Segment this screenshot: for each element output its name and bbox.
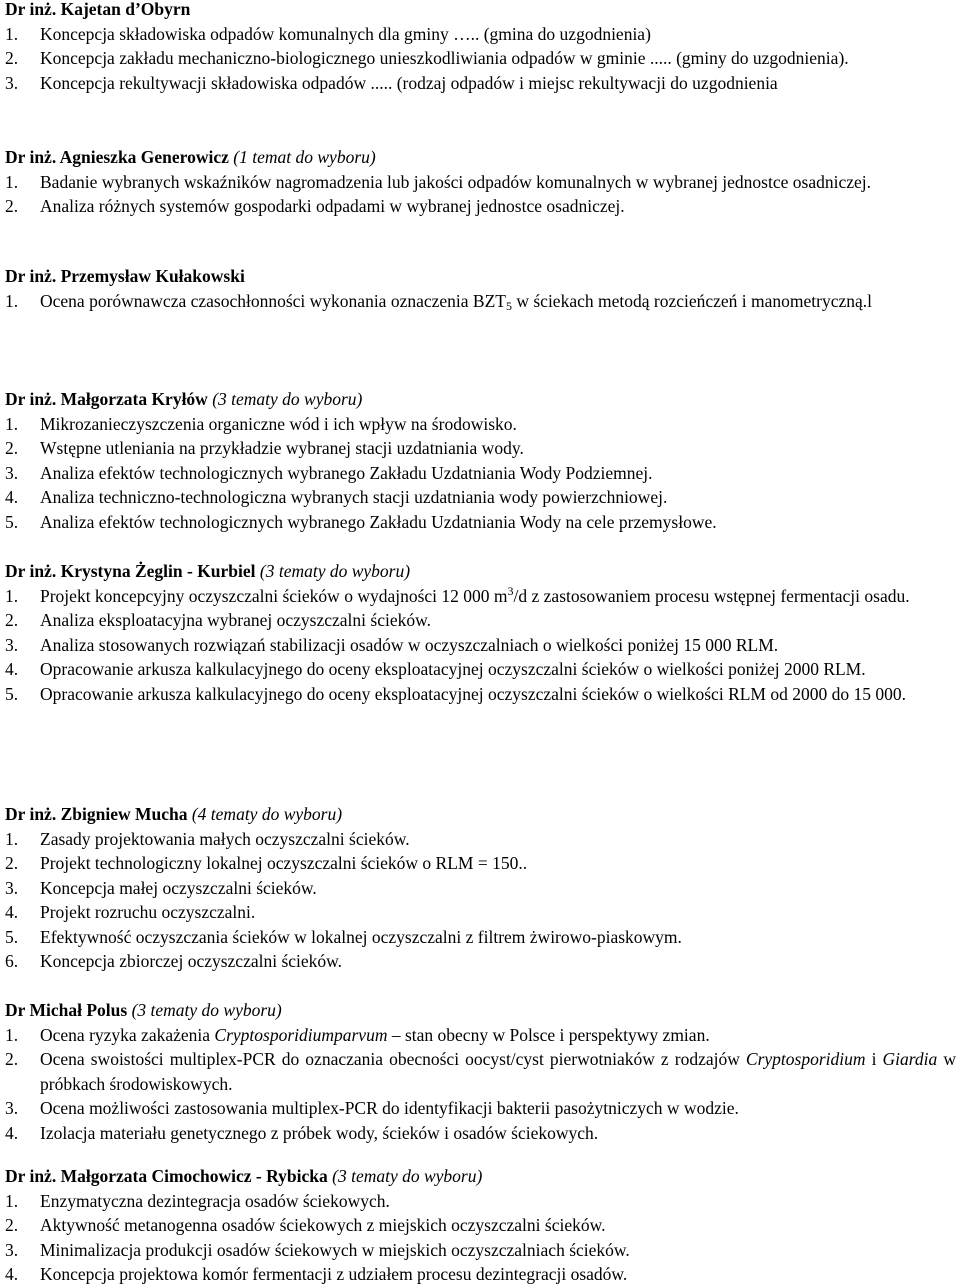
topic-number: 3.	[5, 462, 19, 483]
topic-number: 1.	[5, 1190, 19, 1211]
topic-text: Izolacja materiału genetycznego z próbek wody, ścieków i osadów ściekowych.	[40, 1122, 599, 1143]
topic-text-part: Ocena swoistości multiplex-PCR do oznaczania obecności oocyst/cyst pierwotniaków z rodzajów	[40, 1049, 746, 1069]
topic-item	[5, 1121, 956, 1146]
topic-number: 3.	[5, 1098, 19, 1118]
topic-item	[5, 1047, 956, 1096]
topic-item	[5, 925, 956, 950]
topic-count-note: (3 tematy do wyboru)	[131, 1000, 282, 1020]
topic-item	[5, 682, 956, 707]
genus-name: Cryptosporidium	[745, 1049, 866, 1069]
genus-name: Giardia	[882, 1049, 938, 1069]
section-heading	[5, 0, 956, 22]
section-heading	[5, 559, 956, 584]
topic-text-part: /d z zastosowaniem procesu wstępnej fermentacji osadu.	[513, 585, 910, 606]
topic-item	[5, 900, 956, 925]
topic-text: Koncepcja składowiska odpadów komunalnych dla gminy ….. (gmina do uzgodnienia)	[40, 23, 651, 44]
topic-item	[5, 876, 956, 901]
topic-item	[5, 949, 956, 974]
topic-item	[5, 608, 956, 633]
section-heading	[5, 802, 956, 827]
topic-text: Analiza efektów technologicznych wybranego Zakładu Uzdatniania Wody na cele przemysłowe.	[40, 511, 717, 532]
topic-count-note: (3 tematy do wyboru)	[259, 561, 411, 581]
topic-number: 1.	[5, 585, 19, 606]
section-dobyrn	[5, 0, 956, 95]
topic-number: 2.	[5, 853, 19, 873]
supervisor-name: Dr inż. Małgorzata Cimochowicz - Rybicka	[5, 1166, 328, 1186]
topic-number: 2.	[5, 48, 19, 68]
topic-item	[5, 657, 956, 682]
topic-item	[5, 170, 956, 195]
supervisor-name: Dr inż. Kajetan d’Obyrn	[5, 0, 191, 19]
topic-text: Zasady projektowania małych oczyszczalni ścieków.	[40, 828, 410, 849]
topic-text: Projekt rozruchu oczyszczalni.	[40, 902, 256, 922]
topic-number: 6.	[5, 951, 19, 971]
superscript: 3	[507, 583, 514, 598]
topic-item	[5, 289, 956, 314]
topic-item	[5, 194, 956, 219]
topic-text	[40, 289, 956, 314]
topic-text	[40, 1023, 956, 1048]
section-kulakowski	[5, 264, 956, 313]
topic-text: Koncepcja zakładu mechaniczno-biologicznego unieszkodliwiania odpadów w gminie ..... (gminy do uzgodnienia).	[40, 48, 849, 68]
topic-text: Koncepcja rekultywacji składowiska odpadów ..... (rodzaj odpadów i miejsc rekultywacji do uzgodnienia	[40, 72, 778, 93]
topic-item	[5, 510, 956, 535]
topic-number: 5.	[5, 683, 19, 704]
topic-text: Mikrozanieczyszczenia organiczne wód i ich wpływ na środowisko.	[40, 413, 517, 434]
topic-number: 1.	[5, 290, 19, 311]
topic-text: Opracowanie arkusza kalkulacyjnego do oceny eksploatacyjnej oczyszczalni ścieków o wielkości RLM od 2000 do 15 000.	[40, 683, 906, 704]
section-heading	[5, 1164, 956, 1189]
topic-text: Koncepcja zbiorczej oczyszczalni ścieków.	[40, 951, 343, 971]
supervisor-name: Dr inż. Agnieszka Generowicz	[5, 147, 229, 167]
topic-number: 3.	[5, 72, 19, 93]
topic-text: Analiza stosowanych rozwiązań stabilizacji osadów w oczyszczalniach o wielkości poniżej 15 000 RLM.	[40, 634, 779, 655]
topic-text: Enzymatyczna dezintegracja osadów ściekowych.	[40, 1190, 390, 1211]
topic-number: 1.	[5, 1024, 19, 1045]
section-heading	[5, 264, 956, 289]
topic-number: 4.	[5, 1264, 19, 1284]
topic-text-part: Ocena porównawcza czasochłonności wykonania oznaczenia BZT	[40, 290, 506, 311]
section-generowicz	[5, 145, 956, 219]
topic-text: Ocena możliwości zastosowania multiplex-PCR do identyfikacji bakterii pasożytniczych w wodzie.	[40, 1098, 739, 1118]
supervisor-name: Dr Michał Polus	[5, 1000, 128, 1020]
topic-item	[5, 436, 956, 461]
topic-item	[5, 22, 956, 47]
topic-number: 1.	[5, 23, 19, 44]
topic-number: 4.	[5, 487, 19, 507]
topic-item	[5, 633, 956, 658]
topic-count-note: (1 temat do wyboru)	[233, 147, 376, 167]
topic-text: Projekt technologiczny lokalnej oczyszczalni ścieków o RLM = 150..	[40, 853, 528, 873]
topic-item	[5, 827, 956, 852]
topic-item	[5, 1023, 956, 1048]
topic-number: 1.	[5, 828, 19, 849]
topic-item	[5, 71, 956, 96]
topic-item	[5, 851, 956, 876]
topic-text: Efektywność oczyszczania ścieków w lokalnej oczyszczalni z filtrem żwirowo-piaskowym.	[40, 926, 682, 947]
topic-item	[5, 485, 956, 510]
section-heading	[5, 387, 956, 412]
topic-item	[5, 584, 956, 609]
topic-text	[40, 1047, 956, 1096]
topic-item	[5, 46, 956, 71]
topic-number: 2.	[5, 610, 19, 630]
topic-item	[5, 461, 956, 486]
topic-text-part: w ściekach metodą rozcieńczeń i manometryczną.l	[511, 290, 873, 311]
section-krylow	[5, 387, 956, 534]
topic-number: 5.	[5, 511, 19, 532]
topic-text: Koncepcja projektowa komór fermentacji z udziałem procesu dezintegracji osadów.	[40, 1264, 628, 1284]
topic-number: 5.	[5, 926, 19, 947]
supervisor-name: Dr inż. Małgorzata Kryłów	[5, 389, 208, 409]
topic-text: Minimalizacja produkcji osadów ściekowych w miejskich oczyszczalniach ścieków.	[40, 1239, 630, 1260]
topic-number: 4.	[5, 1122, 19, 1143]
topic-text-part: Ocena ryzyka zakażenia	[40, 1024, 215, 1045]
topic-text: Analiza różnych systemów gospodarki odpadami w wybranej jednostce osadniczej.	[40, 196, 625, 216]
topic-text	[40, 584, 956, 609]
section-heading	[5, 145, 956, 170]
topic-text: Badanie wybranych wskaźników nagromadzenia lub jakości odpadów komunalnych w wybranej jednostce osadniczej.	[40, 171, 871, 192]
section-cimochowicz-rybicka	[5, 1164, 956, 1287]
topic-text: Aktywność metanogenna osadów ściekowych z miejskich oczyszczalni ścieków.	[40, 1215, 606, 1235]
topic-number: 2.	[5, 1215, 19, 1235]
supervisor-name: Dr inż. Przemysław Kułakowski	[5, 266, 245, 286]
section-mucha	[5, 802, 956, 974]
subscript: 5	[505, 298, 512, 313]
topic-number: 4.	[5, 659, 19, 679]
topic-item	[5, 1096, 956, 1121]
topic-text-part: Projekt koncepcyjny oczyszczalni ścieków o wydajności 12 000 m	[40, 585, 508, 606]
topic-item	[5, 1262, 956, 1287]
section-heading	[5, 998, 956, 1023]
section-polus	[5, 998, 956, 1145]
topic-number: 1.	[5, 171, 19, 192]
topic-item	[5, 1189, 956, 1214]
topic-number: 3.	[5, 1239, 19, 1260]
section-zeglin-kurbiel	[5, 559, 956, 706]
topic-item	[5, 412, 956, 437]
topic-count-note: (4 tematy do wyboru)	[191, 804, 343, 824]
topic-number: 4.	[5, 902, 19, 922]
supervisor-name: Dr inż. Krystyna Żeglin - Kurbiel	[5, 561, 256, 581]
topic-text: Analiza techniczno-technologiczna wybranych stacji uzdatniania wody powierzchniowej.	[40, 487, 668, 507]
topic-text: Wstępne utleniania na przykładzie wybranej stacji uzdatniania wody.	[40, 438, 524, 458]
topic-count-note: (3 tematy do wyboru)	[332, 1166, 483, 1186]
topic-text-part: i	[865, 1049, 883, 1069]
topic-count-note: (3 tematy do wyboru)	[212, 389, 363, 409]
topic-text: Koncepcja małej oczyszczalni ścieków.	[40, 877, 317, 898]
topic-number: 2.	[5, 1049, 19, 1069]
topic-item	[5, 1213, 956, 1238]
topic-text: Opracowanie arkusza kalkulacyjnego do oceny eksploatacyjnej oczyszczalni ścieków o wielkości poniżej 2000 RLM.	[40, 659, 866, 679]
topic-number: 1.	[5, 413, 19, 434]
topic-number: 2.	[5, 438, 19, 458]
topic-number: 3.	[5, 634, 19, 655]
supervisor-name: Dr inż. Zbigniew Mucha	[5, 804, 188, 824]
species-name: Cryptosporidiumparvum	[214, 1024, 388, 1045]
topic-item	[5, 1238, 956, 1263]
topic-number: 3.	[5, 877, 19, 898]
topic-text: Analiza efektów technologicznych wybranego Zakładu Uzdatniania Wody Podziemnej.	[40, 462, 653, 483]
topic-number: 2.	[5, 196, 19, 216]
topic-text-part: w próbkach środowiskowych.	[40, 1049, 956, 1094]
topic-text: Analiza eksploatacyjna wybranej oczyszczalni ścieków.	[40, 610, 431, 630]
topic-text-part: – stan obecny w Polsce i perspektywy zmian.	[387, 1024, 710, 1045]
